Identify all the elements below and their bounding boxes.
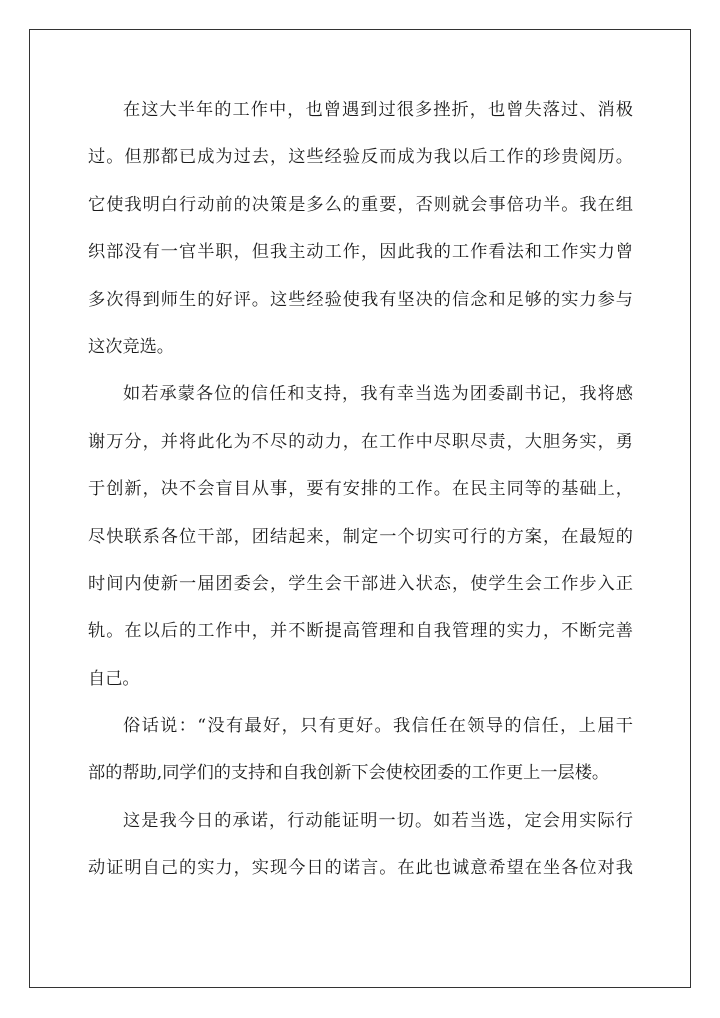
text-line: 过。但那都已成为过去，这些经验反而成为我以后工作的珍贵阅历。	[88, 147, 633, 168]
text-line: 这次竞选。	[88, 336, 174, 357]
text-line: 如若承蒙各位的信任和支持，我有幸当选为团委副书记，我将感	[123, 384, 633, 405]
text-line: 这是我今日的承诺，行动能证明一切。如若当选，定会用实际行	[123, 810, 633, 831]
paragraph-3	[88, 708, 633, 803]
text-line: 在这大半年的工作中，也曾遇到过很多挫折，也曾失落过、消极	[123, 100, 633, 120]
text-line: 尽快联系各位干部，团结起来，制定一个切实可行的方案，在最短的	[88, 526, 633, 547]
text-line: 谢万分，并将此化为不尽的动力，在工作中尽职尽责，大胆务实，勇	[88, 431, 633, 452]
text-line: 动证明自己的实力，实现今日的诺言。在此也诚意希望在坐各位对我	[88, 858, 633, 879]
text-line: 织部没有一官半职，但我主动工作，因此我的工作看法和工作实力曾	[88, 242, 633, 263]
text-line: 于创新，决不会盲目从事，要有安排的工作。在民主同等的基础上，	[88, 479, 633, 500]
document-body	[88, 92, 633, 898]
text-line: 俗话说：“没有最好，只有更好。我信任在领导的信任，上届干	[123, 716, 633, 737]
text-line: 多次得到师生的好评。这些经验使我有坚决的信念和足够的实力参与	[88, 289, 633, 310]
text-line: 自己。	[88, 668, 140, 689]
text-line: 时间内使新一届团委会，学生会干部进入状态，使学生会工作步入正	[88, 573, 633, 594]
text-line: 部的帮助,同学们的支持和自我创新下会使校团委的工作更上一层楼。	[88, 763, 610, 784]
text-line: 轨。在以后的工作中，并不断提高管理和自我管理的实力，不断完善	[88, 621, 633, 642]
paragraph-1	[88, 92, 633, 376]
paragraph-2	[88, 376, 633, 708]
paragraph-4	[88, 803, 633, 898]
text-line: 它使我明白行动前的决策是多么的重要，否则就会事倍功半。我在组	[88, 194, 633, 215]
